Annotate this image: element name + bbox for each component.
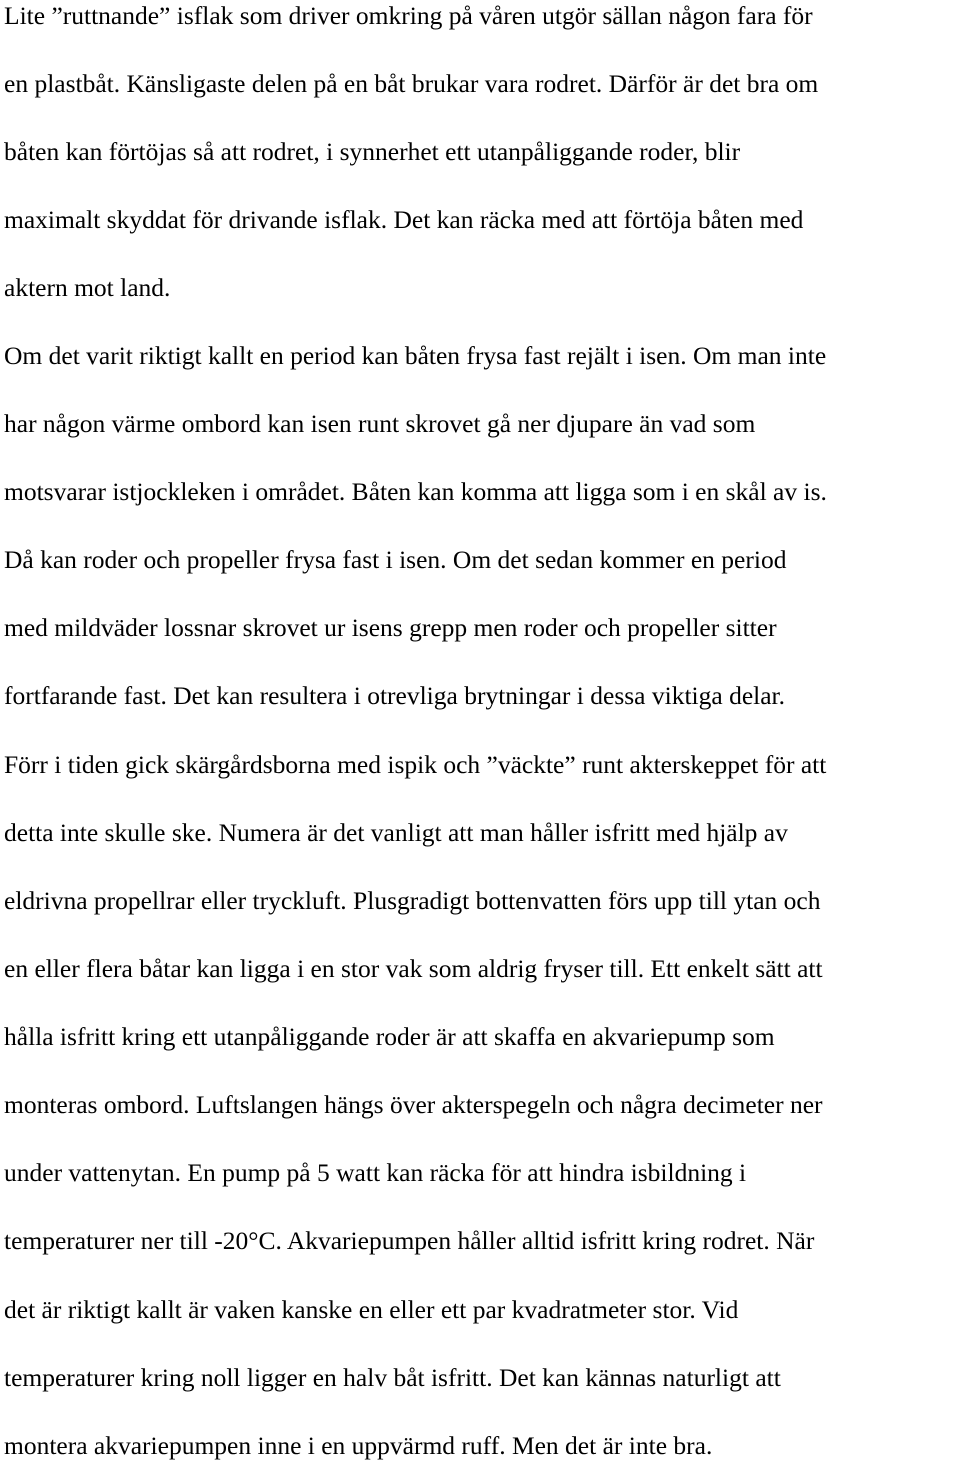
- text-line: motsvarar istjockleken i området. Båten kan komma att ligga som i en skål av is.: [4, 477, 827, 506]
- text-line: under vattenytan. En pump på 5 watt kan räcka för att hindra isbildning i: [4, 1158, 747, 1187]
- text-line: har någon värme ombord kan isen runt skrovet gå ner djupare än vad som: [4, 409, 756, 438]
- text-line: det är riktigt kallt är vaken kanske en eller ett par kvadratmeter stor. Vid: [4, 1295, 739, 1324]
- text-line: båten kan förtöjas så att rodret, i synnerhet ett utanpåliggande roder, blir: [4, 137, 741, 166]
- text-line: monteras ombord. Luftslangen hängs över akterspegeln och några decimeter ner: [4, 1090, 823, 1119]
- text-line: Förr i tiden gick skärgårdsborna med ispik och ”väckte” runt akterskeppet för att: [4, 750, 827, 779]
- text-line: maximalt skyddat för drivande isflak. Det kan räcka med att förtöja båten med: [4, 205, 804, 234]
- text-line: aktern mot land.: [4, 273, 171, 302]
- text-line: med mildväder lossnar skrovet ur isens grepp men roder och propeller sitter: [4, 613, 777, 642]
- text-line: detta inte skulle ske. Numera är det vanligt att man håller isfritt med hjälp av: [4, 818, 788, 847]
- text-line: en eller flera båtar kan ligga i en stor vak som aldrig fryser till. Ett enkelt sätt att: [4, 954, 823, 983]
- text-line: en plastbåt. Känsligaste delen på en båt brukar vara rodret. Därför är det bra om: [4, 69, 819, 98]
- text-line: temperaturer kring noll ligger en halv båt isfritt. Det kan kännas naturligt att: [4, 1363, 781, 1392]
- text-line: hålla isfritt kring ett utanpåliggande roder är att skaffa en akvariepump som: [4, 1022, 775, 1051]
- text-line: eldrivna propellrar eller tryckluft. Plusgradigt bottenvatten förs upp till ytan och: [4, 886, 821, 915]
- text-line: Lite ”ruttnande” isflak som driver omkring på våren utgör sällan någon fara för: [4, 1, 813, 30]
- text-line: Då kan roder och propeller frysa fast i isen. Om det sedan kommer en period: [4, 545, 787, 574]
- text-line: temperaturer ner till -20°C. Akvariepumpen håller alltid isfritt kring rodret. När: [4, 1226, 815, 1255]
- text-line: montera akvariepumpen inne i en uppvärmd ruff. Men det är inte bra.: [4, 1431, 713, 1460]
- text-line: Om det varit riktigt kallt en period kan båten frysa fast rejält i isen. Om man inte: [4, 341, 827, 370]
- text-line: fortfarande fast. Det kan resultera i otrevliga brytningar i dessa viktiga delar.: [4, 681, 785, 710]
